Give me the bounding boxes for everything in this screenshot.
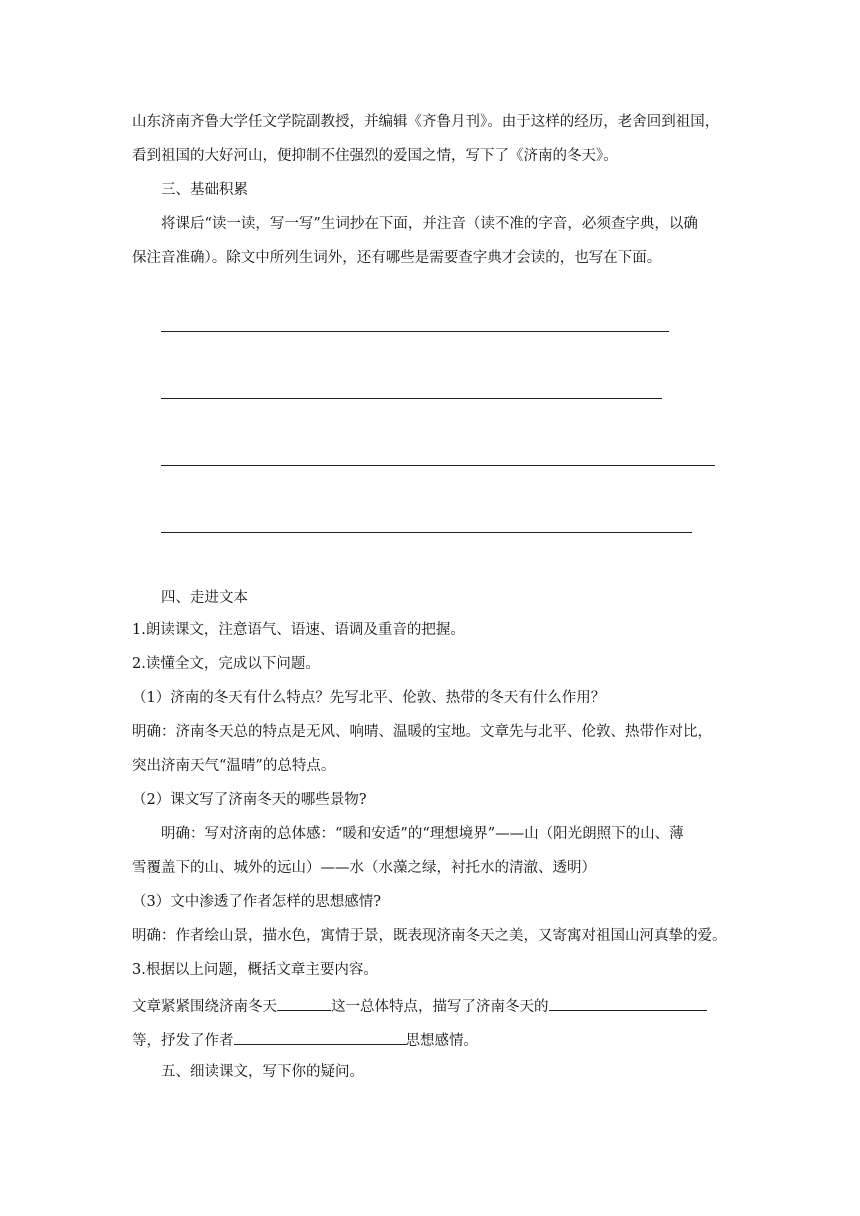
section-heading-5: 五、细读课文，写下你的疑问。 <box>161 1064 364 1080</box>
item-2: 2.读懂全文，完成以下问题。 <box>132 656 320 672</box>
answer-line-2[interactable] <box>161 398 662 399</box>
blank-1[interactable] <box>277 994 331 1011</box>
fill-text-b: 这一总体特点，描写了济南冬天的 <box>331 999 549 1015</box>
section3-para-line-2: 保注音准确）。除文中所列生词外，还有哪些是需要查字典才会读的，也写在下面。 <box>132 250 662 266</box>
answer-1-line-1: 明确：济南冬天总的特点是无风、响晴、温暖的宝地。文章先与北平、伦敦、热带作对比， <box>132 724 712 740</box>
answer-line-1[interactable] <box>161 331 669 332</box>
answer-2-line-1: 明确：写对济南的总体感：“暖和安适”的“理想境界”——山（阳光朗照下的山、薄 <box>161 826 684 842</box>
fill-text-d: 思想感情。 <box>405 1033 478 1049</box>
answer-1-line-2: 突出济南天气“温晴”的总特点。 <box>132 758 336 774</box>
blank-2[interactable] <box>549 994 707 1011</box>
blank-3[interactable] <box>234 1028 406 1045</box>
answer-3: 明确：作者绘山景，描水色，寓情于景，既表现济南冬天之美，又寄寓对祖国山河真挚的爱。 <box>132 928 727 944</box>
section3-para-line-1: 将课后“读一读，写一写”生词抄在下面，并注音（读不准的字音，必须查字典，以确 <box>161 216 698 232</box>
fill-in-line-1 <box>132 994 707 1017</box>
answer-2-line-2: 雪覆盖下的山、城外的远山）——水（水藻之绿，衬托水的清澈、透明） <box>132 860 596 876</box>
intro-line-2: 看到祖国的大好河山，便抑制不住强烈的爱国之情，写下了《济南的冬天》。 <box>132 148 618 164</box>
question-2: （2）课文写了济南冬天的哪些景物? <box>132 792 367 808</box>
intro-line-1: 山东济南齐鲁大学任文学院副教授，并编辑《齐鲁月刊》。由于这样的经历，老舍回到祖国， <box>132 114 720 130</box>
fill-text-a: 文章紧紧围绕济南冬天 <box>132 999 277 1015</box>
section-heading-3: 三、基础积累 <box>161 182 248 198</box>
fill-in-line-2 <box>132 1028 478 1051</box>
answer-line-3[interactable] <box>161 465 715 466</box>
answer-line-4[interactable] <box>161 532 692 533</box>
question-3: （3）文中渗透了作者怎样的思想感情? <box>132 894 381 910</box>
item-3: 3.根据以上问题，概括文章主要内容。 <box>132 962 378 978</box>
fill-text-c: 等，抒发了作者 <box>132 1033 234 1049</box>
question-1: （1）济南的冬天有什么特点？先写北平、伦敦、热带的冬天有什么作用？ <box>132 690 606 706</box>
item-1: 1.朗读课文，注意语气、语速、语调及重音的把握。 <box>132 622 465 638</box>
section-heading-4: 四、走进文本 <box>161 590 248 606</box>
